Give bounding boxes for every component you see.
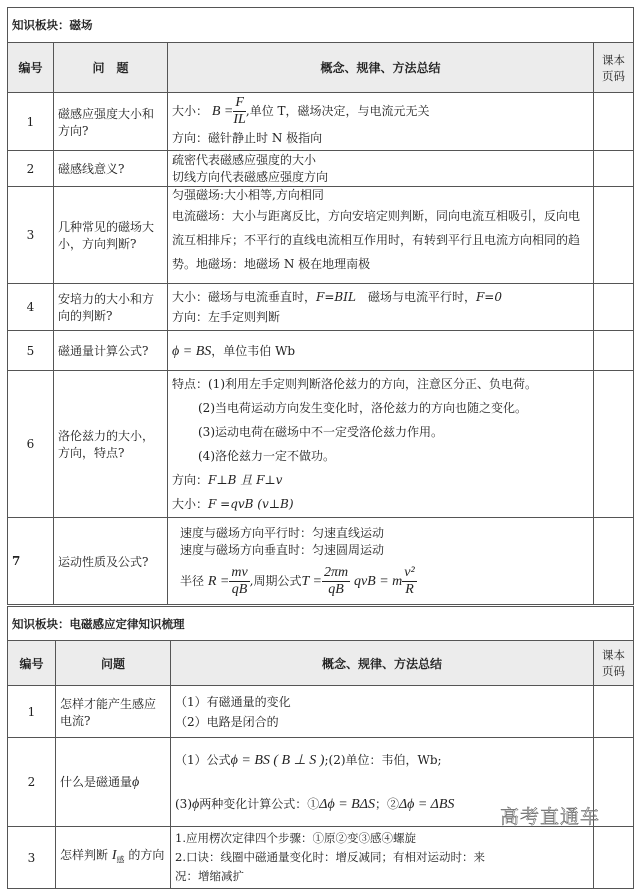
text: (3)运动电荷在磁场中不一定受洛伦兹力作用。 [198, 425, 443, 439]
formula: R = [207, 573, 230, 589]
text: 大小： [172, 497, 209, 511]
text: （1）有磁通量的变化 [175, 694, 291, 709]
text: (2)当电荷运动方向发生变化时，洛伦兹力的方向也随之变化。 [198, 401, 528, 415]
text: (3) [175, 797, 192, 811]
header-summary: 概念、规律、方法总结 [168, 43, 594, 93]
table-row [8, 371, 634, 518]
header-question: 问 题 [54, 43, 168, 93]
page-cell [594, 686, 634, 738]
watermark: 高考直通车 [500, 806, 601, 828]
table-row [8, 93, 634, 151]
text: 1.应用楞次定律四个步骤：①原②变③感④螺旋 [175, 831, 416, 845]
denominator: IL [233, 112, 246, 127]
text: 什么是磁通量 [60, 775, 133, 789]
page-cell [594, 93, 634, 151]
row-num: 2 [8, 151, 54, 187]
numerator: 2πm [323, 564, 349, 580]
formula: I [111, 847, 117, 863]
row-num: 3 [8, 827, 56, 889]
magnetic-field-table [7, 7, 634, 605]
row-num: 1 [8, 93, 54, 151]
row-num: 7 [8, 518, 54, 605]
text: ;(2)单位：韦伯，Wb; [324, 753, 442, 767]
formula: Δϕ = BΔS [319, 797, 375, 812]
fraction [229, 565, 249, 598]
section-title: 知识板块：磁场 [8, 8, 634, 43]
row-question: 磁通量计算公式? [54, 331, 168, 371]
row-summary [168, 284, 594, 331]
row-summary [171, 686, 594, 738]
header-num: 编号 [8, 43, 54, 93]
formula: F =qvB (v⊥B) [208, 497, 294, 511]
fraction [322, 565, 350, 598]
row-question [56, 738, 171, 827]
formula: F⊥B 且 F⊥v [208, 473, 283, 487]
formula: ϕ = BS ( B ⊥ S ) [230, 753, 325, 768]
formula: F=BIL [316, 290, 356, 304]
row-num: 5 [8, 331, 54, 371]
formula: ϕ = BS [172, 343, 212, 359]
table-row [8, 827, 634, 889]
text: 疏密代表磁感应强度的大小 [172, 152, 317, 167]
text: ,周期公式 [249, 573, 302, 588]
fraction [233, 95, 246, 128]
formula: ϕ [192, 797, 200, 812]
formula: ϕ [132, 775, 140, 790]
row-question: 磁感应强度大小和方向? [54, 93, 168, 151]
text: 切线方向代表磁感应强度方向 [172, 169, 329, 184]
page-cell [594, 827, 634, 889]
row-summary [168, 187, 594, 284]
row-summary [168, 518, 594, 605]
row-summary [168, 331, 594, 371]
row-summary [168, 371, 594, 518]
row-question: 怎样才能产生感应电流? [56, 686, 171, 738]
row-question: 几种常见的磁场大小，方向判断? [54, 187, 168, 284]
row-num: 4 [8, 284, 54, 331]
page-cell [594, 284, 634, 331]
row-summary [168, 93, 594, 151]
text: ,单位 T，磁场决定，与电流元无关 [245, 104, 430, 118]
text: 2.口诀：线圈中磁通量变化时：增反减同；有相对运动时：来 [175, 850, 485, 864]
numerator: F [235, 95, 244, 110]
denominator: R [405, 581, 414, 597]
formula: Δϕ = ΔBS [398, 797, 455, 812]
table-row [8, 284, 634, 331]
text: 方向：左手定则判断 [172, 310, 281, 324]
denominator: qB [328, 581, 344, 597]
text: 半径 [180, 573, 205, 588]
text: 方向：磁针静止时 N 极指向 [172, 131, 323, 145]
text: (4)洛伦兹力一定不做功。 [198, 449, 335, 463]
row-num: 6 [8, 371, 54, 518]
text: 大小： [172, 104, 209, 118]
page-cell [594, 187, 634, 284]
header-summary: 概念、规律、方法总结 [171, 641, 594, 686]
header-page: 课本页码 [594, 641, 634, 686]
text: 两种变化计算公式：① [199, 797, 320, 811]
header-page: 课本页码 [594, 43, 634, 93]
header-question: 问题 [56, 641, 171, 686]
row-question: 磁感线意义? [54, 151, 168, 187]
text: 特点：(1)利用左手定则判断洛伦兹力的方向，注意区分正、负电荷。 [172, 377, 538, 391]
fraction [402, 565, 416, 598]
text: 速度与磁场方向平行时：匀速直线运动 [180, 525, 385, 540]
page-cell [594, 331, 634, 371]
numerator: mv [231, 564, 248, 580]
text: （2）电路是闭合的 [175, 714, 279, 729]
page-cell [594, 151, 634, 187]
row-question [56, 827, 171, 889]
text: 匀强磁场:大小相等,方向相同 [172, 188, 324, 202]
formula: F=0 [475, 290, 502, 304]
page-cell [594, 518, 634, 605]
row-num: 2 [8, 738, 56, 827]
text: （1）公式 [175, 753, 231, 767]
text: ，单位韦伯 Wb [211, 343, 296, 358]
text: 方向： [172, 473, 209, 487]
text: 电流磁场：大小与距离反比，方向安培定则判断，同向电流互相吸引，反向电流互相排斥；不平行的直线电流相互作用时，有转到平行且电流方向相同的趋势。地磁场：地磁场 N 极在地理南极 [172, 209, 581, 271]
formula: T = [301, 573, 322, 589]
text: 速度与磁场方向垂直时：匀速圆周运动 [180, 542, 385, 557]
row-question: 运动性质及公式? [54, 518, 168, 605]
denominator: qB [231, 581, 248, 597]
page-cell [594, 371, 634, 518]
table-row [8, 331, 634, 371]
subscript: 感 [116, 855, 125, 865]
row-summary [168, 151, 594, 187]
row-num: 1 [8, 686, 56, 738]
formula: qvB = m [353, 573, 403, 589]
table-row [8, 187, 634, 284]
table-row [8, 151, 634, 187]
header-num: 编号 [8, 641, 56, 686]
row-num: 3 [8, 187, 54, 284]
numerator: v² [404, 564, 415, 580]
table-row [8, 686, 634, 738]
text: 大小：磁场与电流垂直时， [172, 290, 317, 304]
em-induction-table [7, 606, 634, 889]
formula: B = [211, 104, 234, 119]
text: 的方向 [128, 847, 165, 862]
row-question: 洛伦兹力的大小，方向，特点? [54, 371, 168, 518]
row-summary [171, 827, 594, 889]
text: 怎样判断 [60, 847, 109, 862]
section-title: 知识板块：电磁感应定律知识梳理 [8, 607, 634, 641]
table-row [8, 518, 634, 605]
row-question: 安培力的大小和方向的判断? [54, 284, 168, 331]
text: 磁场与电流平行时， [355, 290, 476, 304]
text: ；② [374, 797, 399, 811]
text: 况：增缩减扩 [175, 869, 244, 883]
